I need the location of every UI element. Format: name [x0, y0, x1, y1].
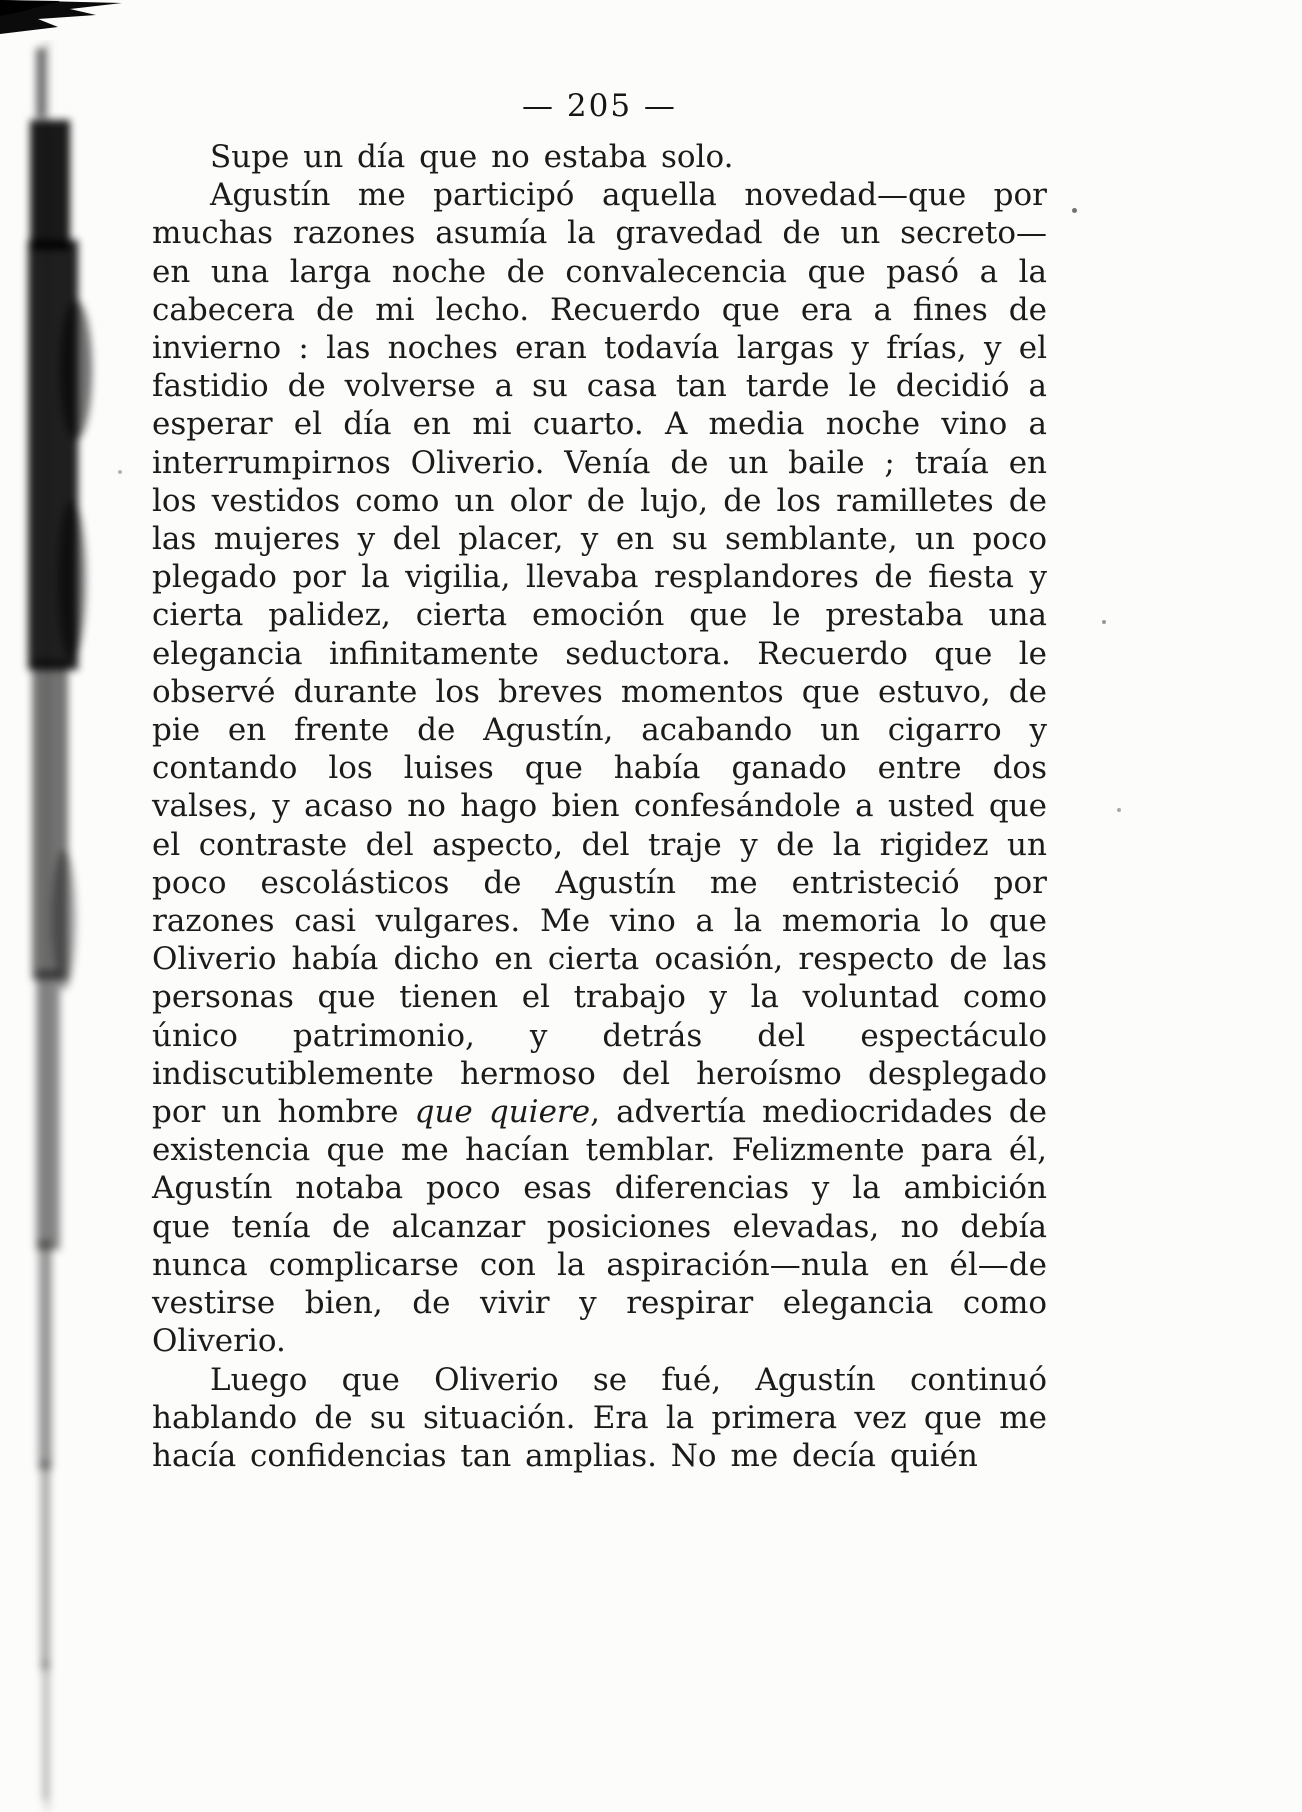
paragraph-2-text-before-italic: Agustín me participó aquella novedad—que por muchas razones asumía la gravedad de un secreto— en una larga noche de convalecencia que pasó a la cabecera de mi lecho. Recuerdo que era a fines de invierno : las noches eran todavía largas y frías, y el fastidio de volverse a su casa tan tarde le decidió a esperar el día en mi cuarto. A media noche vino a interrumpirnos Oliverio. Venía de un baile ; traía en los vestidos como un olor de lujo, de los ramilletes de las mujeres y del placer, y en su semblante, un poco plegado por la vigilia, llevaba resplandores de fiesta y cierta palidez, cierta emoción que le prestaba una elegancia infinitamente seductora. Recuerdo que le observé durante los breves momentos que estuvo, de pie en frente de Agustín, acabando un cigarro y contando los luises que había ganado entre dos valses, y acaso no hago bien confesándole a usted que el contraste del aspecto, del traje y de la rigidez un poco escolásticos de Agustín me entristeció por razones casi vulgares. Me vino a la memoria lo que Oliverio había dicho en cierta ocasión, respecto de las personas que tienen el trabajo y la voluntad como único patrimonio, y detrás del espectáculo indiscutiblemente hermoso del heroísmo desplegado por un hombre — [152, 177, 1047, 1131]
scan-speck — [118, 470, 122, 474]
text-column — [152, 88, 1047, 1475]
paragraph-2 — [152, 176, 1047, 1360]
paragraph-3: Luego que Oliverio se fué, Agustín continuó hablando de su situación. Era la primera vez que me hacía confidencias tan amplias. No me decía quién — [152, 1361, 1047, 1474]
body-text — [152, 138, 1047, 1475]
page-number: — 205 — — [522, 88, 677, 124]
scan-edge-smudge — [14, 40, 114, 1812]
paragraph-2-italic-phrase: que quiere — [414, 1094, 591, 1131]
paragraph-1: Supe un día que no estaba solo. — [210, 139, 734, 175]
scan-speck — [1102, 620, 1106, 624]
scan-corner-artifact — [0, 0, 140, 40]
scan-speck — [1117, 808, 1121, 812]
paragraph-2-text-after-italic: , advertía mediocridades de existencia que me hacían temblar. Felizmente para él, Agustín notaba poco esas diferencias y la ambición que tenía de alcanzar posiciones elevadas, no debía nunca complicarse con la aspiración—nula en él—de vestirse bien, de vivir y respirar elegancia como Oliverio. — [152, 1094, 1048, 1360]
scan-speck — [1072, 208, 1077, 213]
